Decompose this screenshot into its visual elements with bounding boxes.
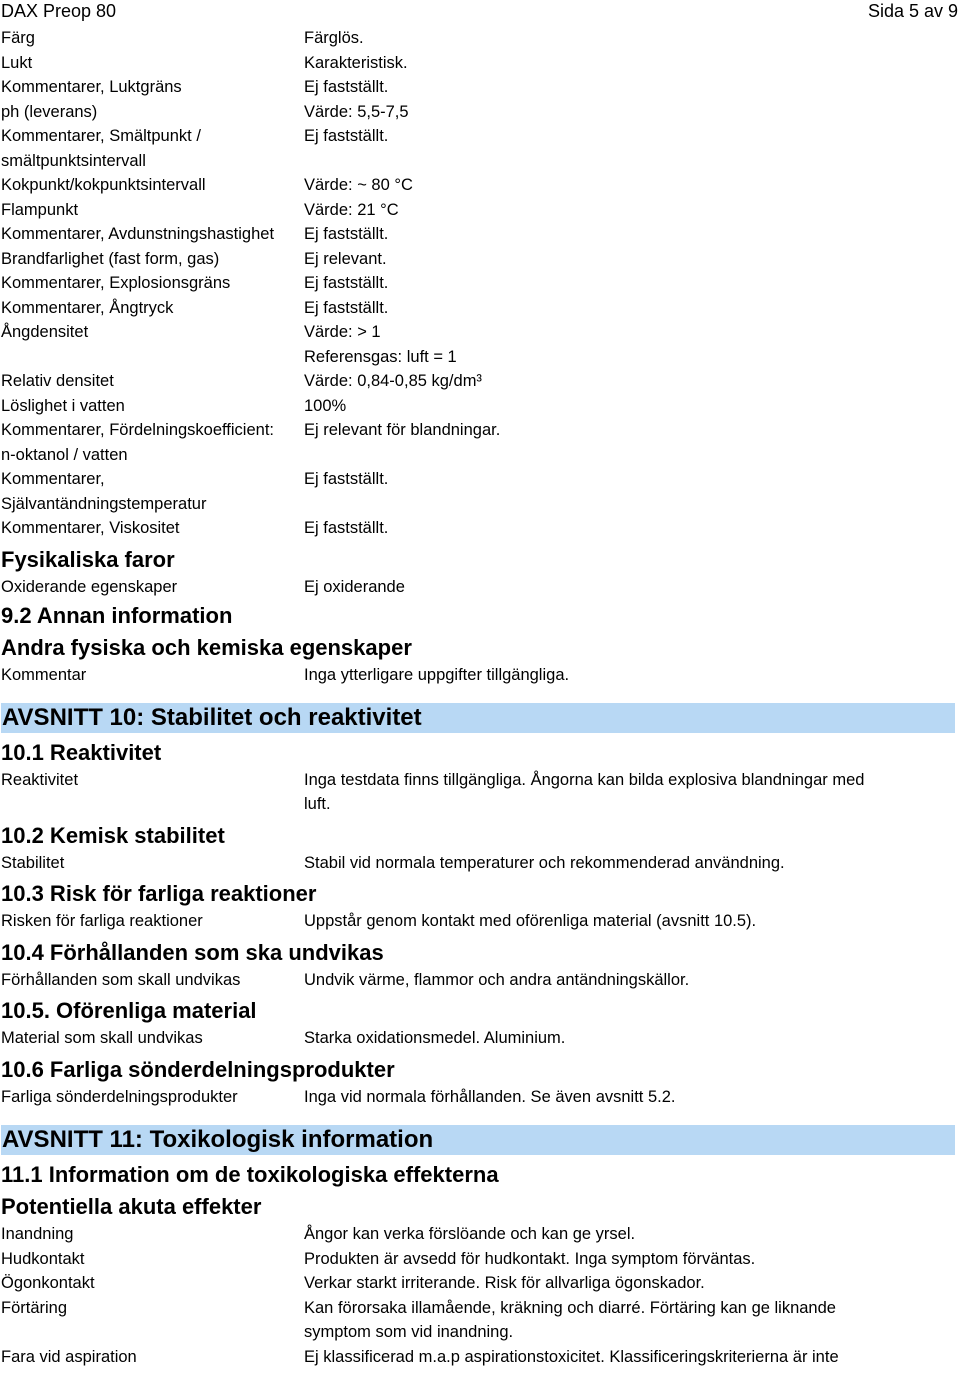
row-label: Fara vid aspiration xyxy=(1,1347,137,1366)
table-row xyxy=(1,173,957,198)
table-row xyxy=(1,663,957,688)
row-label: Material som skall undvikas xyxy=(1,1029,203,1047)
row-label: Kommentar xyxy=(1,666,87,684)
document-title: DAX Preop 80 xyxy=(1,1,117,21)
section-11-bar: AVSNITT 11: Toxikologisk information xyxy=(1,1125,955,1155)
decomposition-table xyxy=(1,1085,957,1110)
table-row xyxy=(1,320,957,345)
row-label: Lukt xyxy=(1,53,33,72)
row-label: Kommentarer, xyxy=(1,470,105,488)
table-row xyxy=(1,968,957,993)
row-value: Värde: ~ 80 °C xyxy=(304,176,413,194)
table-row xyxy=(1,394,957,419)
row-label: Löslighet i vatten xyxy=(1,396,125,415)
table-row xyxy=(1,271,957,296)
row-label: Kommentarer, Fördelningskoefficient: xyxy=(1,421,274,439)
heading-9-2: 9.2 Annan information xyxy=(1,603,233,628)
table-row xyxy=(1,124,957,149)
table-row xyxy=(1,1271,957,1296)
property-table xyxy=(1,26,957,541)
table-row xyxy=(1,443,957,468)
table-row xyxy=(1,26,957,51)
row-value xyxy=(304,492,957,517)
row-label: Brandfarlighet (fast form, gas) xyxy=(1,249,220,268)
row-label: Ögonkontakt xyxy=(1,1274,95,1292)
heading-10-5: 10.5. Oförenliga material xyxy=(1,998,257,1023)
row-value: Ej relevant. xyxy=(304,249,387,268)
acute-effects-table xyxy=(1,1222,957,1369)
table-row xyxy=(1,418,957,443)
row-value: Produkten är avsedd för hudkontakt. Inga symptom förväntas. xyxy=(304,1249,756,1268)
row-label: Förhållanden som skall undvikas xyxy=(1,970,241,989)
row-label: Förtäring xyxy=(1,1298,68,1317)
table-row xyxy=(1,198,957,223)
row-label: Flampunkt xyxy=(1,200,79,219)
table-row xyxy=(1,575,957,600)
heading-physical-hazards: Fysikaliska faror xyxy=(1,546,175,572)
physical-hazards-table xyxy=(1,575,957,600)
stability-table xyxy=(1,851,957,876)
heading-10-2: 10.2 Kemisk stabilitet xyxy=(1,822,225,848)
row-value: Undvik värme, flammor och andra antändningskällor. xyxy=(304,970,690,989)
row-label: ph (leverans) xyxy=(1,102,98,121)
row-value: 100% xyxy=(304,396,347,415)
row-value: Värde: > 1 xyxy=(304,323,381,341)
document-body xyxy=(1,26,957,1369)
table-row xyxy=(1,467,957,492)
row-value: Ej fastställt. xyxy=(304,274,389,292)
row-label xyxy=(1,1320,304,1345)
row-label: Självantändningstemperatur xyxy=(1,494,207,513)
heading-10-3: 10.3 Risk för farliga reaktioner xyxy=(1,881,317,906)
subheading-acute-effects: Potentiella akuta effekter xyxy=(1,1194,262,1219)
other-info-table xyxy=(1,663,957,688)
row-value xyxy=(304,443,957,468)
row-value: Ej relevant för blandningar. xyxy=(304,421,501,439)
row-label: Kommentarer, Viskositet xyxy=(1,519,180,537)
row-value: Inga ytterligare uppgifter tillgängliga. xyxy=(304,666,570,684)
table-row xyxy=(1,345,957,370)
row-label: Risken för farliga reaktioner xyxy=(1,912,203,930)
row-label: Hudkontakt xyxy=(1,1249,85,1268)
table-row xyxy=(1,851,957,876)
heading-10-1: 10.1 Reaktivitet xyxy=(1,739,162,765)
row-value: Ej oxiderande xyxy=(304,577,405,596)
table-row xyxy=(1,516,957,541)
row-label: Kommentarer, Smältpunkt / xyxy=(1,127,201,145)
row-label: Kommentarer, Luktgräns xyxy=(1,78,182,96)
table-row xyxy=(1,100,957,125)
table-row xyxy=(1,1320,957,1345)
row-value: Ej fastställt. xyxy=(304,298,389,317)
row-value: Kan förorsaka illamående, kräkning och diarré. Förtäring kan ge liknande xyxy=(304,1298,836,1317)
table-row xyxy=(1,1345,957,1370)
row-label: Relativ densitet xyxy=(1,372,114,390)
row-label: Stabilitet xyxy=(1,853,65,872)
row-value: Ej fastställt. xyxy=(304,78,389,96)
row-value: Färglös. xyxy=(304,29,364,47)
row-value: Värde: 0,84-0,85 kg/dm³ xyxy=(304,372,482,390)
heading-11-1: 11.1 Information om de toxikologiska effekterna xyxy=(1,1162,499,1187)
row-value: symptom som vid inandning. xyxy=(304,1323,514,1341)
table-row xyxy=(1,369,957,394)
row-label: Färg xyxy=(1,29,35,47)
table-row xyxy=(1,222,957,247)
page-number: Sida 5 av 9 xyxy=(867,1,958,21)
heading-10-6: 10.6 Farliga sönderdelningsprodukter xyxy=(1,1056,395,1082)
row-value: luft. xyxy=(304,795,331,813)
table-row xyxy=(1,792,957,817)
table-row xyxy=(1,1222,957,1247)
hazardous-reactions-table xyxy=(1,909,957,934)
row-value: Värde: 21 °C xyxy=(304,200,399,219)
row-label: Kommentarer, Avdunstningshastighet xyxy=(1,225,275,243)
row-value: Inga testdata finns tillgängliga. Ångorna kan bilda explosiva blandningar med xyxy=(304,770,865,789)
row-label xyxy=(1,792,304,817)
row-value: Värde: 5,5-7,5 xyxy=(304,102,409,121)
row-label: n-oktanol / vatten xyxy=(1,445,128,464)
table-row xyxy=(1,1085,957,1110)
table-row xyxy=(1,909,957,934)
row-label: smältpunktsintervall xyxy=(1,151,146,170)
table-row xyxy=(1,1296,957,1321)
row-value: Inga vid normala förhållanden. Se även avsnitt 5.2. xyxy=(304,1087,676,1106)
incompatible-materials-table xyxy=(1,1026,957,1051)
row-value: Ej fastställt. xyxy=(304,127,389,145)
subheading-other-properties: Andra fysiska och kemiska egenskaper xyxy=(1,635,412,660)
row-value: Verkar starkt irriterande. Risk för allvarliga ögonskador. xyxy=(304,1274,705,1292)
table-row xyxy=(1,247,957,272)
row-label: Kokpunkt/kokpunktsintervall xyxy=(1,176,206,194)
table-row xyxy=(1,51,957,76)
row-value xyxy=(304,149,957,174)
page-header xyxy=(0,0,960,22)
table-row xyxy=(1,75,957,100)
table-row xyxy=(1,768,957,793)
row-value: Ej fastställt. xyxy=(304,470,389,488)
row-label: Inandning xyxy=(1,1225,74,1243)
section-10-bar: AVSNITT 10: Stabilitet och reaktivitet xyxy=(1,703,955,733)
row-value: Karakteristisk. xyxy=(304,53,408,72)
row-value: Referensgas: luft = 1 xyxy=(304,347,457,366)
reactivity-table xyxy=(1,768,957,817)
row-label xyxy=(1,345,304,370)
table-row xyxy=(1,149,957,174)
row-label: Reaktivitet xyxy=(1,770,79,789)
row-label: Kommentarer, Ångtryck xyxy=(1,298,174,317)
row-value: Uppstår genom kontakt med oförenliga material (avsnitt 10.5). xyxy=(304,912,757,930)
table-row xyxy=(1,1026,957,1051)
row-label: Farliga sönderdelningsprodukter xyxy=(1,1087,238,1106)
row-label: Kommentarer, Explosionsgräns xyxy=(1,274,231,292)
row-value: Stabil vid normala temperaturer och rekommenderad användning. xyxy=(304,853,785,872)
table-row xyxy=(1,1247,957,1272)
row-value: Ej fastställt. xyxy=(304,225,389,243)
row-label: Ångdensitet xyxy=(1,323,89,341)
table-row xyxy=(1,492,957,517)
row-value: Starka oxidationsmedel. Aluminium. xyxy=(304,1029,566,1047)
conditions-table xyxy=(1,968,957,993)
row-value: Ej fastställt. xyxy=(304,519,389,537)
row-label: Oxiderande egenskaper xyxy=(1,577,178,596)
table-row xyxy=(1,296,957,321)
heading-10-4: 10.4 Förhållanden som ska undvikas xyxy=(1,939,384,965)
row-value: Ej klassificerad m.a.p aspirationstoxicitet. Klassificeringskriterierna är inte xyxy=(304,1347,839,1366)
row-value: Ångor kan verka förslöande och kan ge yrsel. xyxy=(304,1225,636,1243)
